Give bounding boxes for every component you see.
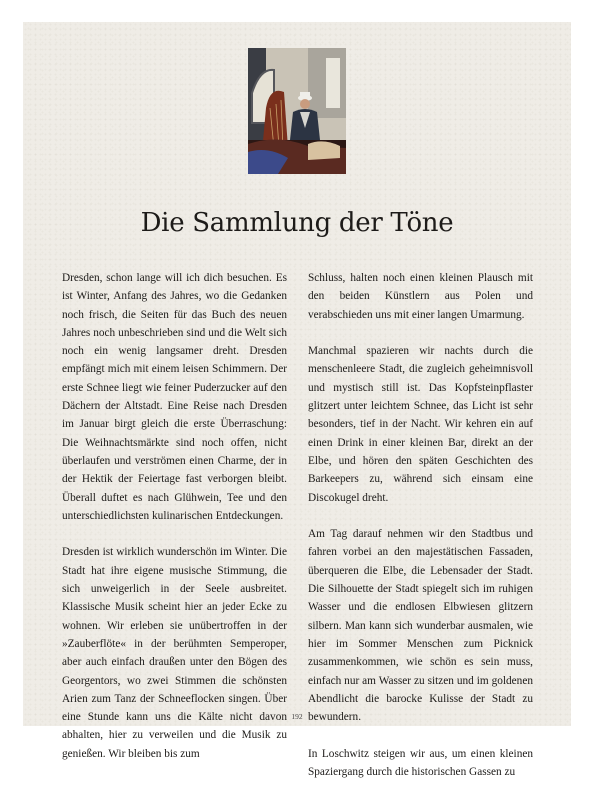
text-column-left <box>62 269 287 781</box>
paragraph: Schluss, halten noch einen kleinen Plausch mit den beiden Künstlern aus Polen und verabschieden uns mit einer langen Umarmung. <box>308 272 533 321</box>
paragraph: In Loschwitz steigen wir aus, um einen kleinen Spaziergang durch die historischen Gassen zu <box>308 747 533 779</box>
paragraph: Manchmal spazieren wir nachts durch die menschenleere Stadt, die zugleich geheimnisvoll und mystisch still ist. Das Kopfsteinpflaster glitzert unter leichtem Schnee, das Licht ist sehr besonders, tief in der Nacht. Wir kehren ein auf einen Drink in einer kleinen Bar, direkt an der Elbe, und hören den späten Geschichten des Barkeepers zu, während sich einsam eine Discokugel dreht. <box>308 345 533 504</box>
book-page <box>23 22 571 779</box>
paragraph: Dresden, schon lange will ich dich besuchen. Es ist Winter, Anfang des Jahres, wo die Gedanken noch frisch, die Seiten für das Buch des neuen Jahres noch unbeschrieben sind und die Welt sich noch ein wenig langsamer dreht. Dresden empfängt mich mit einem leisen Schimmern. Der erste Schnee liegt wie feiner Puderzucker auf den Dächern der Altstadt. Eine Reise nach Dresden im Januar birgt gleich die erste Überraschung: Die Weihnachtsmärkte sind noch offen, nicht überlaufen und verströmen einen Charme, der in der Hektik der Feiertage fast verborgen bleibt. Überall duftet es nach Glühwein, Tee und den unterschiedlichsten kulinarischen Entdeckungen. <box>62 272 287 522</box>
article-title: Die Sammlung der Töne <box>140 208 454 238</box>
paragraph: Dresden ist wirklich wunderschön im Winter. Die Stadt hat ihre eigene musische Stimmung, die sich unweigerlich in der Seele ausbreitet. Klassische Musik scheint hier an jeder Ecke zu wohnen. Wir erleben sie unübertroffen in der »Zauberflöte« in der berühmten Semperoper, aber auch einfach draußen unter den Bögen des Georgentors, wo zwei Stimmen die schönsten Arien zum Tanz der Schneeflocken singen. Über eine Stunde kann uns die Kälte nicht davon abhalten, hier zu verweilen und die Musik zu genießen. Wir bleiben bis zum <box>62 546 287 760</box>
photo-musician-with-harp <box>248 48 346 174</box>
page-number: 192 <box>291 712 303 721</box>
paragraph: Am Tag darauf nehmen wir den Stadtbus und fahren vorbei an den majestätischen Fassaden, überqueren die Elbe, die Lebensader der Stadt. Die Silhouette der Stadt spiegelt sich im ruhigen Wasser und die endlosen Elbwiesen glitzern silbern. Man kann sich wunderbar ausmalen, wie hier im Sommer Menschen zum Picknick zusammenkommen, wie schön es sein muss, einfach nur am Wasser zu sitzen und im goldenen Abendlicht die barocke Kulisse der Stadt zu bewundern. <box>308 528 533 724</box>
